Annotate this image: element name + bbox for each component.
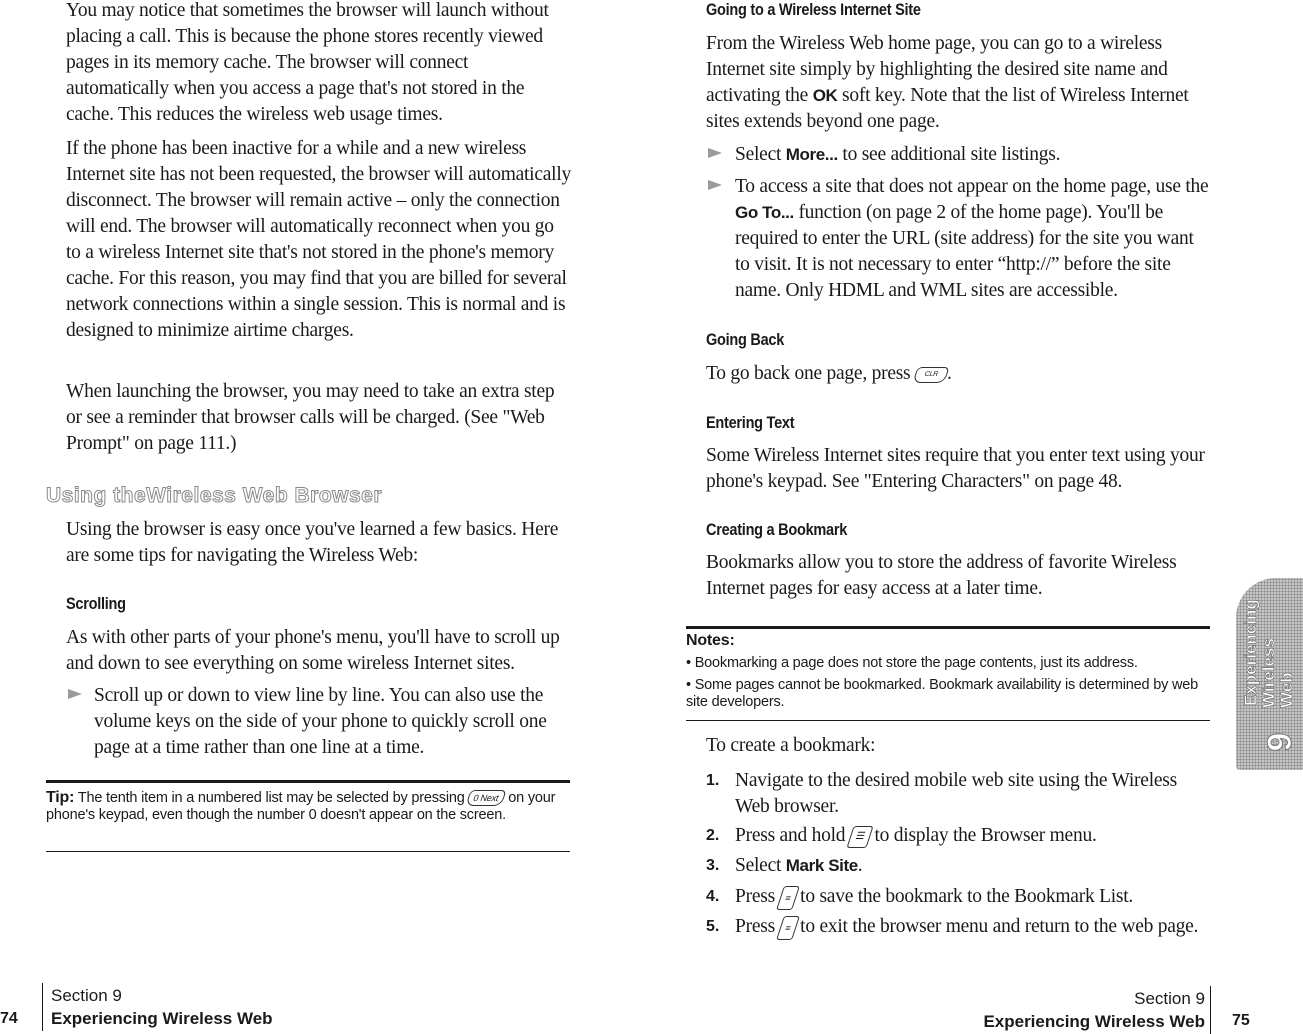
bullet-more (735, 142, 1215, 168)
notes-top-rule (686, 626, 1210, 629)
step-number: 2. (706, 827, 720, 844)
step-5-post: to exit the browser menu and return to the web page. (800, 916, 1199, 937)
step-text (735, 884, 1215, 910)
going-to-text-1: From the Wireless Web home page, you can go to a wireless Internet site simply by highlighting the desired site name and activating the (706, 33, 1168, 106)
left-page-number: 74 (0, 1010, 18, 1027)
ok-keyword: OK (812, 86, 838, 105)
note-item: • Some pages cannot be bookmarked. Bookmark availability is determined by web site developers. (686, 677, 1198, 710)
paragraph-going-back (706, 361, 1211, 387)
right-footer-section: Section 9 (1134, 989, 1205, 1008)
ok-key-icon: ≡ (776, 886, 800, 910)
notes-bottom-rule (686, 720, 1210, 721)
left-footer-section: Section 9 (51, 986, 122, 1005)
paragraph-intro: Using the browser is easy once you've learned a few basics. Here are some tips for navigating the Wireless Web: (66, 519, 559, 566)
right-footer-rule (1210, 986, 1211, 1034)
tip-box (46, 789, 572, 824)
right-page-number: 75 (1232, 1012, 1250, 1029)
section-heading: Using theWireless Web Browser (46, 484, 383, 507)
step-number: 3. (706, 857, 720, 874)
paragraph-bookmark: Bookmarks allow you to store the address of favorite Wireless Internet pages for easy access at a later time. (706, 552, 1177, 599)
paragraph-memory-cache: You may notice that sometimes the browser will launch without placing a call. This is because the phone stores recently viewed pages in its memory cache. The browser will connect automatically when you access a page that's not stored in the cache. This reduces the wireless web usage times. (66, 0, 549, 125)
notes-label: Notes: (686, 632, 735, 649)
step-3-pre: Select (735, 855, 782, 876)
tip-text-1: The tenth item in a numbered list may be selected by pressing (77, 790, 465, 806)
heading-going-to-site: Going to a Wireless Internet Site (706, 1, 921, 19)
step-4-post: to save the bookmark to the Bookmark List. (800, 886, 1134, 907)
bullet-more-post: to see additional site listings. (842, 144, 1061, 165)
heading-creating-bookmark: Creating a Bookmark (706, 521, 848, 539)
ok-key-icon: ≡ (776, 916, 800, 940)
bullet-scrolling: Scroll up or down to view line by line. You can also use the volume keys on the side of your phone to quickly scroll one page at a time rather than one line at a time. (94, 685, 547, 758)
step-5-pre: Press (735, 916, 775, 937)
step-text (735, 853, 1215, 879)
note-item: • Bookmarking a page does not store the page contents, just its address. (686, 655, 1138, 671)
step-3-post: . (857, 855, 863, 876)
step-2-pre: Press and hold (735, 825, 846, 846)
menu-key-icon: ☰ (846, 826, 873, 848)
heading-going-back: Going Back (706, 331, 785, 349)
step-text (735, 914, 1205, 940)
going-back-pre: To go back one page, press (706, 363, 911, 384)
arrow-bullet-icon (708, 180, 722, 190)
going-back-post: . (947, 363, 952, 384)
tip-text-2: on your phone's keypad, even though the number 0 doesn't appear on the screen. (46, 790, 556, 823)
tip-bottom-rule (46, 851, 570, 852)
bullet-goto (735, 174, 1210, 304)
paragraph-inactive: If the phone has been inactive for a while and a new wireless Internet site has not been requested, the browser will automatically disconnect. The browser will remain active – only the connection will end. The browser will automatically reconnect when you go to a wireless Internet site that's not stored in the phone's memory cache. For this reason, you may find that you are billed for several network connections within a single session. This is normal and is designed to minimize airtime charges. (66, 138, 571, 341)
heading-entering-text: Entering Text (706, 414, 795, 432)
zero-next-key-icon: 0 Next (466, 790, 507, 806)
tip-label: Tip: (46, 789, 75, 806)
paragraph-entering-text: Some Wireless Internet sites require that you enter text using your phone's keypad. See "Entering Characters" on page 48. (706, 445, 1205, 492)
paragraph-scrolling: As with other parts of your phone's menu, you'll have to scroll up and down to see everything on some wireless Internet sites. (66, 627, 560, 674)
side-tab-number: 9 (1261, 732, 1299, 752)
step-number: 4. (706, 888, 720, 905)
step-text: Navigate to the desired mobile web site using the Wireless Web browser. (735, 770, 1177, 817)
side-tab-label (1238, 598, 1300, 708)
paragraph-going-to (706, 31, 1211, 135)
arrow-bullet-icon (68, 689, 82, 699)
paragraph-to-create: To create a bookmark: (706, 735, 876, 756)
left-footer-rule (42, 983, 43, 1031)
side-tab-line-2: Wireless Web (1259, 638, 1296, 708)
side-tab-line-1: Experiencing (1241, 599, 1260, 707)
bullet-goto-post: function (on page 2 of the home page). You'll be required to enter the URL (site address) for the site you want to visit. It is not necessary to enter “http://” before the site name. Only HDML and WML sites are accessible. (735, 202, 1194, 301)
heading-scrolling: Scrolling (66, 595, 126, 613)
left-footer-title: Experiencing Wireless Web (51, 1009, 273, 1028)
step-4-pre: Press (735, 886, 775, 907)
more-keyword: More... (785, 145, 838, 164)
step-text (735, 823, 1215, 849)
bullet-more-pre: Select (735, 144, 782, 165)
mark-site-keyword: Mark Site (785, 856, 858, 875)
arrow-bullet-icon (708, 148, 722, 158)
paragraph-launching: When launching the browser, you may need to take an extra step or see a reminder that browser calls will be charged. (See "Web Prompt" on page 111.) (66, 381, 555, 454)
right-footer-title: Experiencing Wireless Web (983, 1012, 1205, 1031)
going-to-text-2: soft key. Note that the list of Wireless Internet sites extends beyond one page. (706, 85, 1189, 132)
step-number: 1. (706, 772, 720, 789)
goto-keyword: Go To... (735, 203, 794, 222)
bullet-goto-pre: To access a site that does not appear on the home page, use the (735, 176, 1209, 197)
tip-top-rule (46, 780, 570, 783)
clr-key-icon: CLR (912, 367, 949, 383)
step-number: 5. (706, 918, 720, 935)
step-2-post: to display the Browser menu. (874, 825, 1097, 846)
